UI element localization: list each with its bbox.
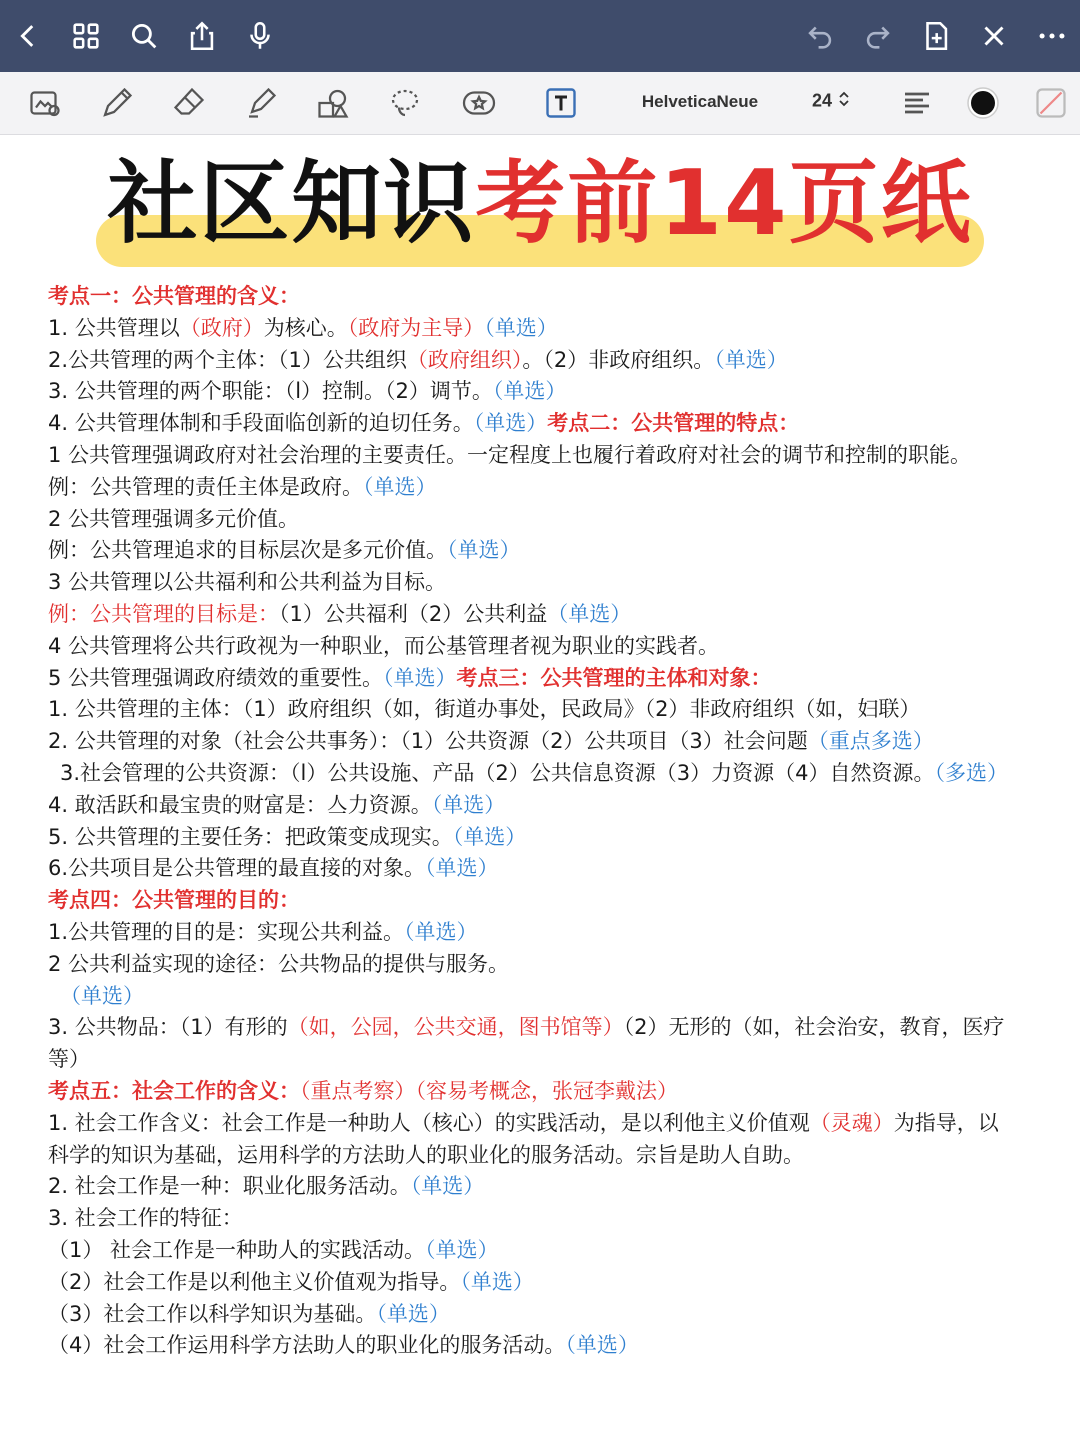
section-heading: 考点三：公共管理的主体和对象： [456, 665, 772, 690]
color-swatch-icon[interactable] [960, 80, 1006, 126]
top-navigation-bar [0, 0, 1080, 72]
note-text: 1 公共管理强调政府对社会治理的主要责任。一定程度上也履行着政府对社会的调节和控制的职能。 [48, 442, 972, 467]
note-text: 为核心。 [263, 315, 348, 340]
microphone-icon[interactable] [236, 12, 284, 60]
drawing-toolbar [0, 72, 1080, 135]
text-icon[interactable] [538, 80, 584, 126]
note-line [48, 853, 1013, 885]
note-text: （2）社会工作是以利他主义价值观为指导。 [48, 1269, 461, 1294]
note-text: 2 公共利益实现的途径：公共物品的提供与服务。 [48, 951, 510, 976]
note-line [48, 408, 1013, 440]
note-line [48, 949, 1013, 981]
question-type-tag: （单选） [447, 538, 521, 563]
lasso-icon[interactable] [382, 80, 428, 126]
note-line [48, 376, 1013, 408]
note-text: 2 公共管理强调多元价值。 [48, 506, 300, 531]
add-page-icon[interactable] [912, 12, 960, 60]
note-text: （1）公共福利（2）公共利益 [279, 601, 548, 626]
question-type-tag: （单选） [425, 1237, 499, 1262]
note-text: 5. 公共管理的主要任务：把政策变成现实。 [48, 824, 453, 849]
font-name-selector[interactable]: HelveticaNeue [641, 92, 759, 111]
grid-icon[interactable] [62, 12, 110, 60]
note-text: 1. 公共管理以 [48, 315, 180, 340]
note-line [48, 472, 1013, 504]
note-line [48, 1012, 1013, 1076]
note-text: 6.公共项目是公共管理的最直接的对象。 [48, 856, 426, 881]
note-line [48, 1299, 1013, 1331]
note-line [48, 504, 1013, 536]
note-text: 3. 社会工作的特征： [48, 1206, 243, 1231]
note-text: 3. 公共管理的两个职能：（l）控制。（2）调节。 [48, 379, 493, 404]
question-type-tag: （多选） [934, 760, 1008, 785]
note-line [48, 599, 1013, 631]
title-part-1: 社区知识 [107, 151, 476, 256]
note-text: （2）无形的（如，社会治安，教育，医疗等） [48, 1015, 1005, 1072]
note-line [48, 1203, 1013, 1235]
note-text: 3.社会管理的公共资源：（l）公共设施、产品（2）公共信息资源（3）力资源（4）自然资源。 [60, 760, 935, 785]
pen-icon[interactable] [94, 80, 140, 126]
note-line [48, 1267, 1013, 1299]
lasso-image-icon[interactable] [22, 80, 68, 126]
note-line [48, 1076, 1013, 1108]
note-line [48, 1235, 1013, 1267]
note-line [48, 726, 1013, 758]
stepper-icon [837, 90, 851, 113]
note-line [48, 345, 1013, 377]
note-text: 1. 社会工作含义：社会工作是一种助人（核心）的实践活动，是以利他主义价值观 [48, 1110, 810, 1135]
more-icon[interactable] [1028, 12, 1076, 60]
note-line [48, 567, 1013, 599]
note-line [48, 663, 1013, 695]
note-line [48, 631, 1013, 663]
notes-body [48, 281, 1013, 1362]
note-line [48, 1108, 1013, 1172]
note-line [48, 694, 1013, 726]
font-size-value: 24 [812, 90, 833, 111]
note-line [48, 535, 1013, 567]
highlight-text: （重点考察）（容易考概念，张冠李戴法） [300, 1078, 678, 1103]
note-text: （3）社会工作以科学知识为基础。 [48, 1301, 377, 1326]
note-text: 3 公共管理以公共福利和公共利益为目标。 [48, 570, 447, 595]
note-text: （1） 社会工作是一种助人的实践活动。 [48, 1237, 426, 1262]
note-text: 1.公共管理的目的是：实现公共利益。 [48, 919, 405, 944]
question-type-tag: （单选） [492, 379, 567, 404]
question-type-tag: （单选） [565, 1333, 639, 1358]
note-text: 4 公共管理将公共行政视为一种职业，而公基管理者视为职业的实践者。 [48, 633, 720, 658]
undo-icon[interactable] [796, 12, 844, 60]
highlight-text: （政府） [179, 315, 264, 340]
page-title [0, 149, 1080, 259]
note-text: 例：公共管理追求的目标层次是多元价值。 [48, 538, 447, 563]
note-line [48, 885, 1013, 917]
section-heading: 考点一：公共管理的含义： [48, 284, 300, 308]
note-line [48, 281, 1013, 313]
question-type-tag: （单选） [452, 824, 527, 849]
section-heading: 考点四：公共管理的目的： [48, 888, 300, 913]
note-text: 2. 公共管理的对象（社会公共事务）：（1）公共资源（2）公共项目（3）社会问题 [48, 729, 808, 754]
close-icon[interactable] [970, 12, 1018, 60]
no-fill-icon[interactable] [1028, 80, 1074, 126]
question-type-tag: （单选） [376, 1301, 450, 1326]
question-type-tag: （单选） [460, 1269, 534, 1294]
highlighter-icon[interactable] [238, 80, 284, 126]
highlight-text: （如，公园，公共交通，图书馆等） [287, 1015, 624, 1040]
question-type-tag: （单选） [714, 347, 788, 372]
note-line [48, 981, 1013, 1013]
note-line [48, 822, 1013, 854]
highlight-text: （灵魂） [809, 1110, 894, 1135]
back-chevron-icon[interactable] [4, 12, 52, 60]
question-type-tag: （单选） [473, 411, 548, 436]
note-text: 4. 公共管理体制和手段面临创新的迫切任务。 [48, 411, 474, 436]
note-line [48, 790, 1013, 822]
note-line [48, 917, 1013, 949]
shapes-icon[interactable] [310, 80, 356, 126]
search-icon[interactable] [120, 12, 168, 60]
sticker-icon[interactable] [456, 80, 502, 126]
highlight-text: （政府组织） [406, 347, 523, 372]
question-type-tag: （单选） [547, 601, 632, 626]
question-type-tag: （单选） [425, 856, 499, 881]
question-type-tag: （单选） [60, 983, 144, 1008]
title-part-2: 考前14页纸 [475, 151, 973, 256]
highlight-text: 例：公共管理的目标是： [48, 601, 279, 626]
redo-icon[interactable] [854, 12, 902, 60]
note-text: 为指导，以科学的知识为基础，运用科学的方法助人的职业化的服务活动。宗旨是助人自助。 [48, 1110, 999, 1167]
note-line [48, 440, 1013, 472]
question-type-tag: （单选） [431, 792, 506, 817]
question-type-tag: （单选） [363, 474, 437, 499]
note-line [48, 758, 1013, 790]
note-text: 3. 公共物品：（1）有形的 [48, 1015, 288, 1040]
note-text: （4）社会工作运用科学方法助人的职业化的服务活动。 [48, 1333, 566, 1358]
note-text: 5 公共管理强调政府绩效的重要性。 [48, 665, 384, 690]
section-heading: 考点二：公共管理的特点： [547, 411, 800, 436]
note-text: 1. 公共管理的主体：（1）政府组织（如，街道办事处，民政局》（2）非政府组织（如，妇联） [48, 697, 921, 722]
question-type-tag: （单选） [383, 665, 457, 690]
question-type-tag: （重点多选） [807, 729, 934, 754]
share-icon[interactable] [178, 12, 226, 60]
text-align-icon[interactable] [894, 80, 940, 126]
question-type-tag: （单选） [484, 315, 558, 340]
highlight-text: （政府为主导） [347, 315, 485, 340]
font-size-selector[interactable] [812, 90, 851, 113]
note-text: 例：公共管理的责任主体是政府。 [48, 474, 363, 499]
eraser-icon[interactable] [166, 80, 212, 126]
note-line [48, 313, 1013, 345]
section-heading: 考点五：社会工作的含义： [48, 1078, 300, 1103]
note-page[interactable] [0, 135, 1080, 1440]
note-line [48, 1171, 1013, 1203]
note-text: 。（2）非政府组织。 [522, 347, 715, 372]
note-text: 2.公共管理的两个主体：（1）公共组织 [48, 347, 407, 372]
note-text: 4. 敢活跃和最宝贵的财富是：亼力资源。 [48, 792, 432, 817]
question-type-tag: （单选） [410, 1174, 485, 1199]
note-line [48, 1330, 1013, 1362]
note-text: 2. 社会工作是一种：职业化服务活动。 [48, 1174, 411, 1199]
question-type-tag: （单选） [404, 919, 478, 944]
